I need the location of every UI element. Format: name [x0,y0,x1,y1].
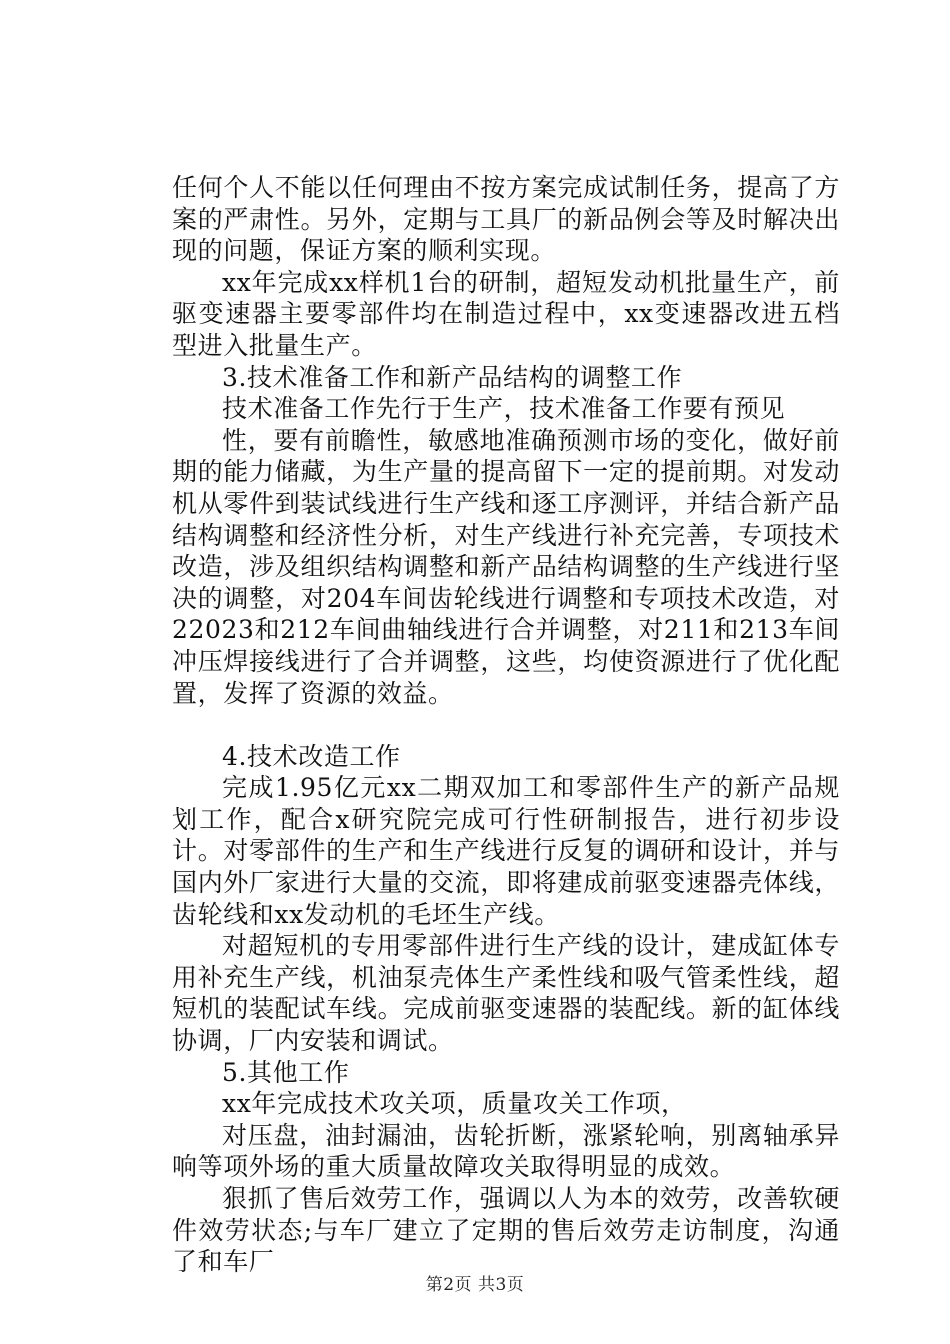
paragraph-prototype-progress: xx年完成xx样机1台的研制，超短发动机批量生产，前驱变速器主要零部件均在制造过程中，xx变速器改进五档型进入批量生产。 [172,267,840,360]
section-heading-3: 3.技术准备工作和新产品结构的调整工作 [222,362,683,392]
paragraph-tech-prep-detail: 性，要有前瞻性，敏感地准确预测市场的变化，做好前期的能力储藏，为生产量的提高留下一定的提前期。对发动机从零件到装试线进行生产线和逐工序测评，并结合新产品结构调整和经济性分析，对生产线进行补充完善，专项技术改造，涉及组织结构调整和新产品结构调整的生产线进行坚决的调整，对204车间齿轮线进行调整和专项技术改造，对22023和212车间曲轴线进行合并调整，对211和213车间冲压焊接线进行了合并调整，这些，均使资源进行了优化配置，发挥了资源的效益。 [172,425,840,708]
paragraph-other-work: xx年完成技术攻关项，质量攻关工作项， [222,1089,687,1119]
section-heading-4: 4.技术改造工作 [222,741,401,771]
paragraph-continuation: 任何个人不能以任何理由不按方案完成试制任务，提高了方案的严肃性。另外，定期与工具厂的新品例会等及时解决出现的问题，保证方案的顺利实现。 [172,173,840,266]
paragraph-quality-issues: 对压盘，油封漏油，齿轮折断，涨紧轮响，别离轴承异响等项外场的重大质量故障攻关取得明显的成效。 [172,1120,840,1182]
paragraph-after-sales: 狠抓了售后效劳工作，强调以人为本的效劳，改善软硬件效劳状态;与车厂建立了定期的售后效劳走访制度，沟通了和车厂 [172,1184,840,1277]
paragraph-tech-upgrade: 完成1.95亿元xx二期双加工和零部件生产的新产品规划工作，配合x研究院完成可行性研制报告，进行初步设计。对零部件的生产和生产线进行反复的调研和设计，并与国内外厂家进行大量的交流，即将建成前驱变速器壳体线，齿轮线和xx发动机的毛坯生产线。 [172,773,840,929]
section-heading-5: 5.其他工作 [222,1057,350,1087]
page-number-footer: 第2页 共3页 [425,1275,525,1295]
document-body [172,172,840,1278]
paragraph-production-lines: 对超短机的专用零部件进行生产线的设计，建成缸体专用补充生产线，机油泵壳体生产柔性线和吸气管柔性线，超短机的装配试车线。完成前驱变速器的装配线。新的缸体线协调，厂内安装和调试。 [172,931,840,1056]
paragraph-tech-prep-intro: 技术准备工作先行于生产，技术准备工作要有预见 [222,394,786,424]
